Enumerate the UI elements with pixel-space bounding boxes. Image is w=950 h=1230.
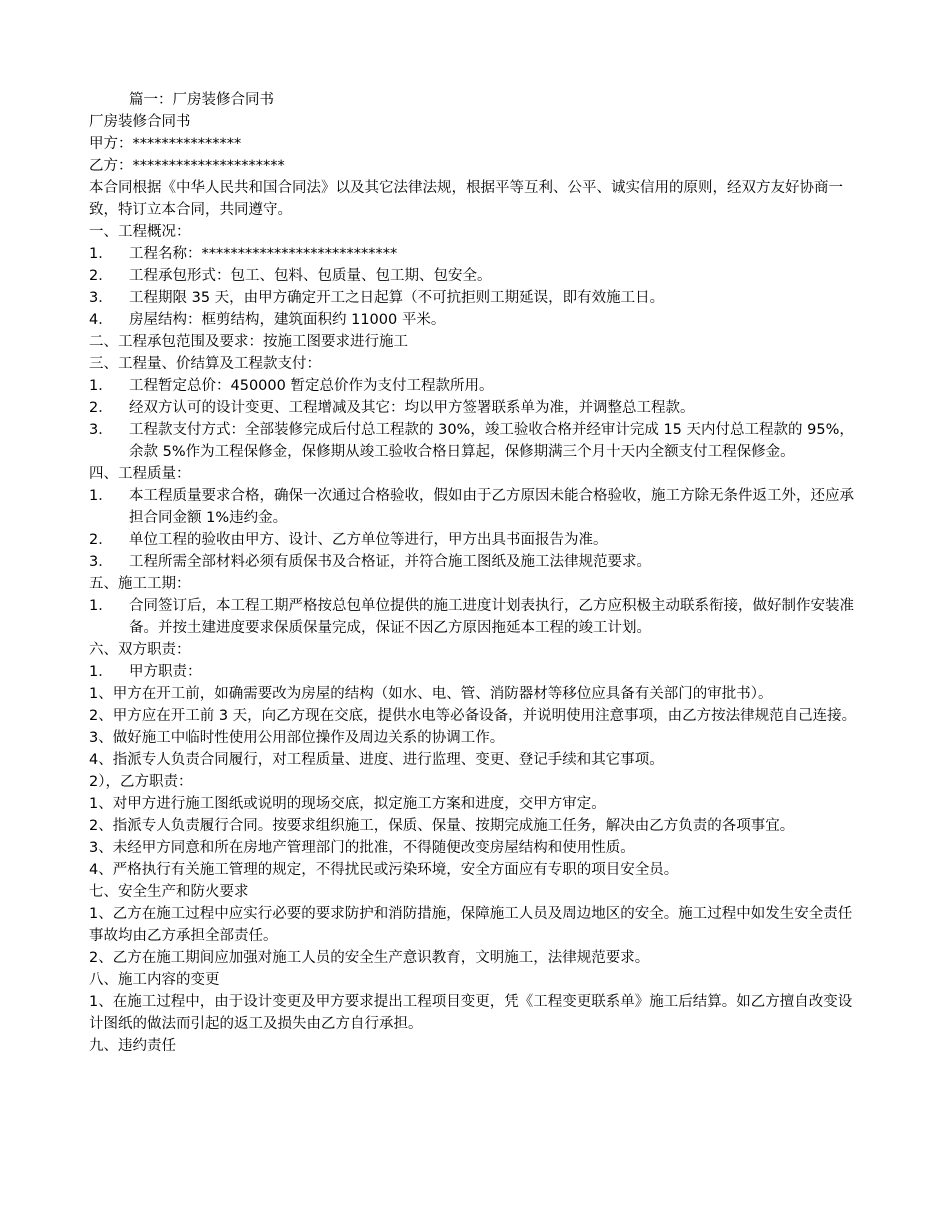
section-heading: 一、工程概况： — [89, 224, 191, 240]
duty-item: 4、指派专人负责合同履行，对工程质量、进度、进行监理、变更、登记手续和其它事项。 — [89, 752, 664, 768]
item-number: 1． — [89, 246, 113, 262]
section-heading: 七、安全生产和防火要求 — [89, 884, 249, 900]
section-heading: 八、施工内容的变更 — [89, 972, 220, 988]
subsection-label — [89, 661, 861, 683]
item-text: 房屋结构：框剪结构，建筑面积约 11000 平米。 — [129, 312, 446, 328]
list-item — [89, 529, 861, 551]
clause-item: 2、乙方在施工期间应加强对施工人员的安全生产意识教育，文明施工，法律规范要求。 — [89, 950, 650, 966]
item-text: 工程款支付方式：全部装修完成后付总工程款的 30%，竣工验收合格并经审计完成 15 天内付总工程款的 95%，余款 5%作为工程保修金，保修期从竣工验收合格日算起，保修期满三个月十天内全额支付工程保修金。 — [129, 422, 854, 460]
section-heading: 九、违约责任 — [89, 1038, 176, 1054]
party-b: 乙方：********************* — [89, 158, 285, 174]
duty-item: 3、做好施工中临时性使用公用部位操作及周边关系的协调工作。 — [89, 730, 505, 746]
item-number: 3． — [89, 422, 113, 438]
duty-item: 1、对甲方进行施工图纸或说明的现场交底，拟定施工方案和进度，交甲方审定。 — [89, 796, 606, 812]
duty-item: 4、严格执行有关施工管理的规定，不得扰民或污染环境，安全方面应有专职的项目安全员。 — [89, 862, 679, 878]
item-text: 甲方职责： — [129, 664, 202, 680]
item-number: 4． — [89, 312, 113, 328]
item-text: 单位工程的验收由甲方、设计、乙方单位等进行，甲方出具书面报告为准。 — [129, 532, 608, 548]
item-text: 工程暂定总价：450000 暂定总价作为支付工程款所用。 — [129, 378, 494, 394]
item-number: 2． — [89, 268, 113, 284]
list-item — [89, 265, 861, 287]
item-text: 本工程质量要求合格，确保一次通过合格验收，假如由于乙方原因未能合格验收，施工方除无条件返工外，还应承担合同金额 1%违约金。 — [129, 488, 854, 526]
list-item — [89, 243, 861, 265]
clause-item: 1、在施工过程中，由于设计变更及甲方要求提出工程项目变更，凭《工程变更联系单》施工后结算。如乙方擅自改变设计图纸的做法而引起的返工及损失由乙方自行承担。 — [89, 994, 853, 1032]
item-number: 1． — [89, 598, 113, 614]
item-text: 合同签订后，本工程工期严格按总包单位提供的施工进度计划表执行，乙方应积极主动联系衔接，做好制作安装准备。并按土建进度要求保质保量完成，保证不因乙方原因拖延本工程的竣工计划。 — [129, 598, 854, 636]
item-text: 工程名称：*************************** — [129, 246, 398, 262]
section-heading: 二、工程承包范围及要求：按施工图要求进行施工 — [89, 334, 408, 350]
clause-item: 1、乙方在施工过程中应实行必要的要求防护和消防措施，保障施工人员及周边地区的安全。施工过程中如发生安全责任事故均由乙方承担全部责任。 — [89, 906, 853, 944]
item-number: 1． — [89, 488, 113, 504]
section-heading: 四、工程质量： — [89, 466, 191, 482]
duty-item: 1、甲方在开工前，如确需要改为房屋的结构（如水、电、管、消防器材等移位应具备有关部门的审批书）。 — [89, 686, 773, 702]
item-text: 经双方认可的设计变更、工程增减及其它：均以甲方签署联系单为准，并调整总工程款。 — [129, 400, 695, 416]
list-item — [89, 309, 861, 331]
item-number: 1． — [89, 378, 113, 394]
document-page — [89, 89, 861, 1057]
duty-item: 2、甲方应在开工前 3 天，向乙方现在交底，提供水电等必备设备，并说明使用注意事项，由乙方按法律规范自己连接。 — [89, 708, 857, 724]
document-header: 篇一：厂房装修合同书 — [129, 92, 274, 108]
item-number: 3． — [89, 554, 113, 570]
section-heading: 六、双方职责： — [89, 642, 191, 658]
subsection-label: 2），乙方职责： — [89, 774, 193, 790]
item-number: 2． — [89, 400, 113, 416]
list-item — [89, 397, 861, 419]
intro-paragraph: 本合同根据《中华人民共和国合同法》以及其它法律法规，根据平等互利、公平、诚实信用的原则，经双方友好协商一致，特订立本合同，共同遵守。 — [89, 180, 843, 218]
item-number: 2． — [89, 532, 113, 548]
item-text: 工程所需全部材料必须有质保书及合格证，并符合施工图纸及施工法律规范要求。 — [129, 554, 651, 570]
section-heading: 三、工程量、价结算及工程款支付： — [89, 356, 321, 372]
duty-item: 2、指派专人负责履行合同。按要求组织施工，保质、保量、按期完成施工任务，解决由乙方负责的各项事宜。 — [89, 818, 795, 834]
list-item — [89, 419, 861, 463]
list-item — [89, 485, 861, 529]
list-item — [89, 551, 861, 573]
party-a: 甲方：*************** — [89, 136, 242, 152]
list-item — [89, 375, 861, 397]
item-text: 工程承包形式：包工、包料、包质量、包工期、包安全。 — [129, 268, 492, 284]
list-item — [89, 595, 861, 639]
list-item — [89, 287, 861, 309]
duty-item: 3、未经甲方同意和所在房地产管理部门的批准，不得随便改变房屋结构和使用性质。 — [89, 840, 635, 856]
contract-title: 厂房装修合同书 — [89, 114, 191, 130]
section-heading: 五、施工工期： — [89, 576, 191, 592]
item-text: 工程期限 35 天，由甲方确定开工之日起算（不可抗拒则工期延误，即有效施工日。 — [129, 290, 665, 306]
item-number: 1． — [89, 664, 113, 680]
item-number: 3． — [89, 290, 113, 306]
